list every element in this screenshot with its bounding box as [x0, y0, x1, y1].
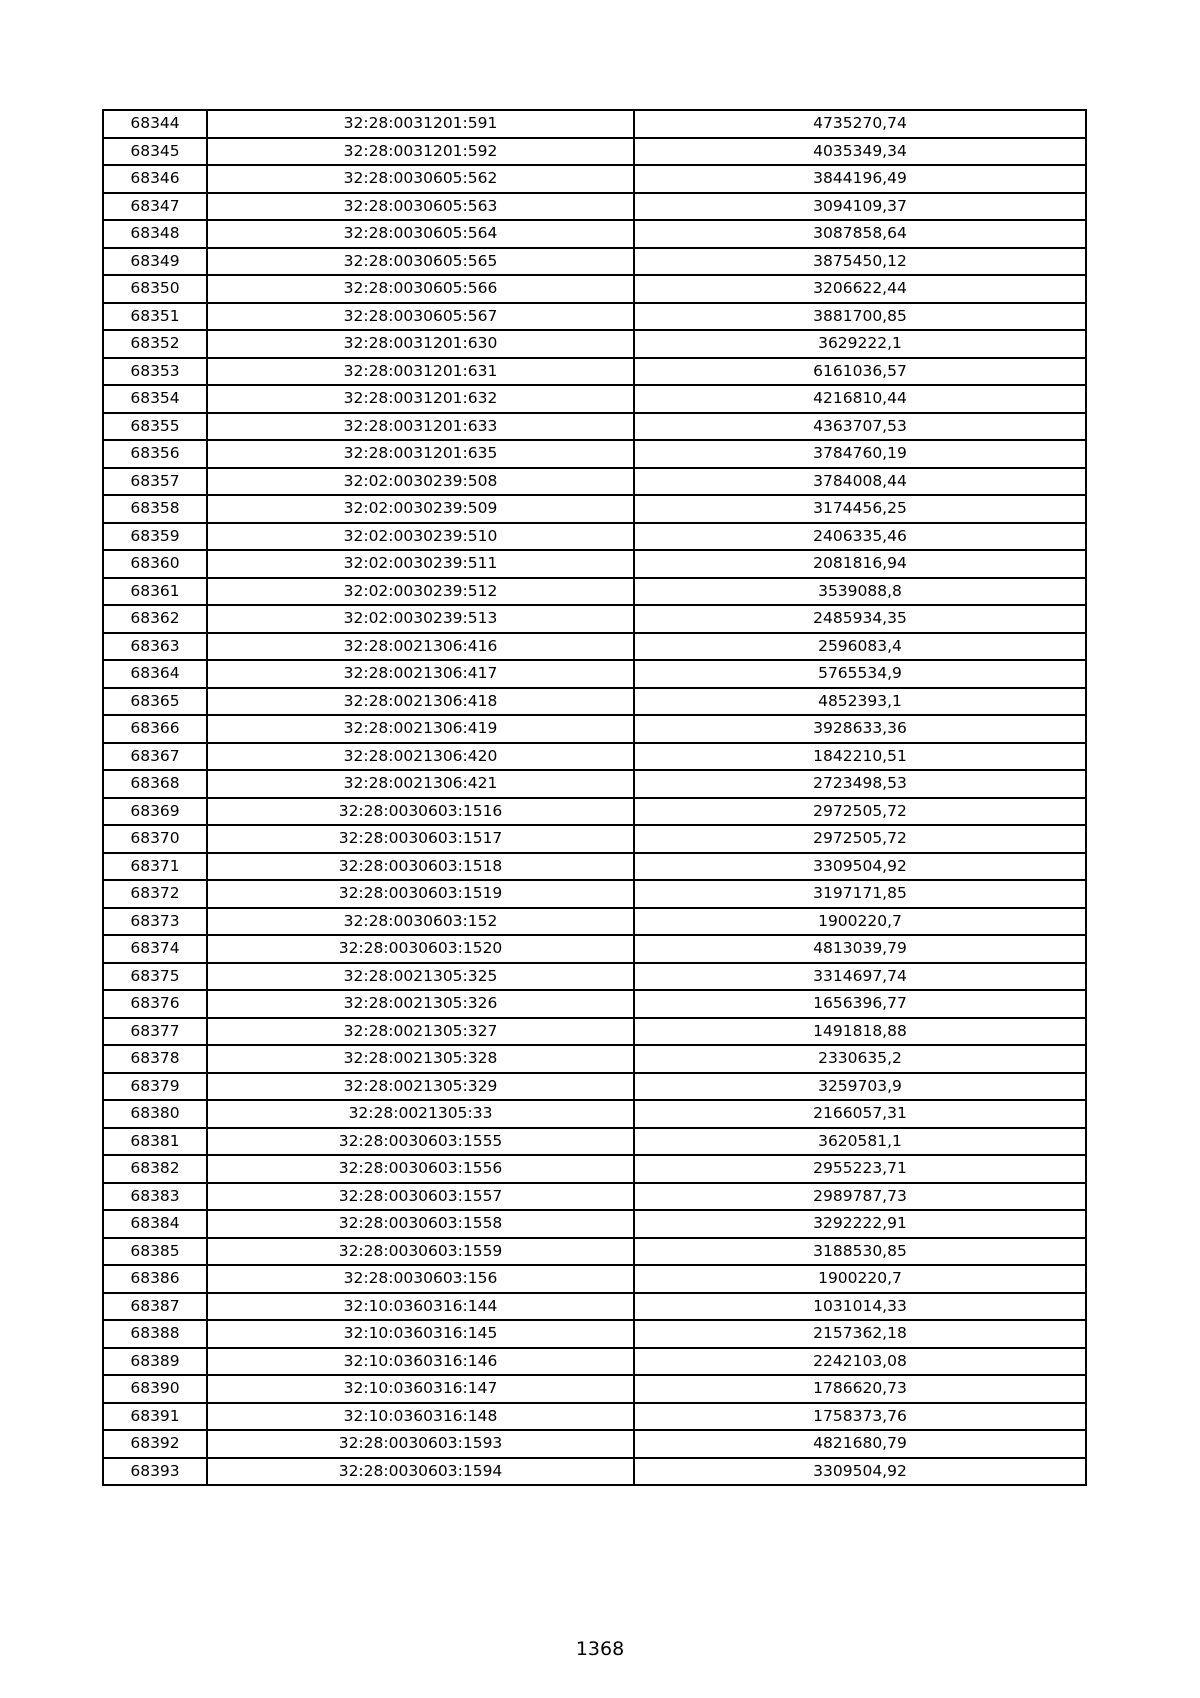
cadastral-value-cell: 3094109,37	[634, 193, 1086, 221]
cadastral-number-cell: 32:28:0030605:566	[207, 275, 634, 303]
row-number-cell: 68367	[103, 743, 207, 771]
row-number-cell: 68383	[103, 1183, 207, 1211]
row-number-cell: 68352	[103, 330, 207, 358]
cadastral-number-cell: 32:28:0021306:420	[207, 743, 634, 771]
cadastral-value-cell: 2330635,2	[634, 1045, 1086, 1073]
cadastral-value-cell: 2242103,08	[634, 1348, 1086, 1376]
cadastral-number-cell: 32:28:0030603:1555	[207, 1128, 634, 1156]
cadastral-number-cell: 32:28:0030603:1517	[207, 825, 634, 853]
row-number-cell: 68349	[103, 248, 207, 276]
cadastral-value-cell: 2081816,94	[634, 550, 1086, 578]
table-row	[103, 1403, 1086, 1431]
table-row	[103, 715, 1086, 743]
row-number-cell: 68373	[103, 908, 207, 936]
row-number-cell: 68375	[103, 963, 207, 991]
cadastral-number-cell: 32:28:0021305:328	[207, 1045, 634, 1073]
row-number-cell: 68380	[103, 1100, 207, 1128]
cadastral-value-cell: 4216810,44	[634, 385, 1086, 413]
row-number-cell: 68357	[103, 468, 207, 496]
cadastral-value-cell: 3620581,1	[634, 1128, 1086, 1156]
table-row	[103, 578, 1086, 606]
cadastral-number-cell: 32:28:0031201:631	[207, 358, 634, 386]
cadastral-value-cell: 4035349,34	[634, 138, 1086, 166]
cadastral-number-cell: 32:28:0030605:563	[207, 193, 634, 221]
cadastral-value-cell: 1842210,51	[634, 743, 1086, 771]
table-row	[103, 1045, 1086, 1073]
cadastral-value-cell: 3259703,9	[634, 1073, 1086, 1101]
cadastral-value-cell: 2955223,71	[634, 1155, 1086, 1183]
table-row	[103, 1183, 1086, 1211]
table-row	[103, 1073, 1086, 1101]
cadastral-value-cell: 3539088,8	[634, 578, 1086, 606]
cadastral-number-cell: 32:28:0030605:564	[207, 220, 634, 248]
cadastral-value-cell: 3784008,44	[634, 468, 1086, 496]
cadastral-number-cell: 32:02:0030239:513	[207, 605, 634, 633]
cadastral-value-cell: 2157362,18	[634, 1320, 1086, 1348]
cadastral-number-cell: 32:02:0030239:510	[207, 523, 634, 551]
table-row	[103, 248, 1086, 276]
cadastral-number-cell: 32:28:0021305:326	[207, 990, 634, 1018]
cadastral-value-cell: 3197171,85	[634, 880, 1086, 908]
table-row	[103, 495, 1086, 523]
table-row	[103, 743, 1086, 771]
cadastral-value-cell: 3844196,49	[634, 165, 1086, 193]
cadastral-number-cell: 32:28:0030603:1519	[207, 880, 634, 908]
cadastral-number-cell: 32:02:0030239:508	[207, 468, 634, 496]
cadastral-value-cell: 2485934,35	[634, 605, 1086, 633]
row-number-cell: 68344	[103, 110, 207, 138]
row-number-cell: 68350	[103, 275, 207, 303]
cadastral-number-cell: 32:28:0030603:1594	[207, 1458, 634, 1486]
row-number-cell: 68368	[103, 770, 207, 798]
table-row	[103, 1458, 1086, 1486]
table-row	[103, 413, 1086, 441]
table-row	[103, 688, 1086, 716]
cadastral-number-cell: 32:28:0030603:156	[207, 1265, 634, 1293]
cadastral-number-cell: 32:10:0360316:147	[207, 1375, 634, 1403]
table-row	[103, 138, 1086, 166]
cadastral-value-cell: 4821680,79	[634, 1430, 1086, 1458]
table-row	[103, 358, 1086, 386]
table-row	[103, 853, 1086, 881]
cadastral-number-cell: 32:10:0360316:144	[207, 1293, 634, 1321]
row-number-cell: 68379	[103, 1073, 207, 1101]
cadastral-value-cell: 2596083,4	[634, 633, 1086, 661]
cadastral-number-cell: 32:28:0030603:1557	[207, 1183, 634, 1211]
cadastral-number-cell: 32:28:0021306:416	[207, 633, 634, 661]
table-row	[103, 825, 1086, 853]
row-number-cell: 68369	[103, 798, 207, 826]
table-row	[103, 1018, 1086, 1046]
cadastral-number-cell: 32:28:0030603:1518	[207, 853, 634, 881]
cadastral-number-cell: 32:02:0030239:512	[207, 578, 634, 606]
cadastral-value-cell: 3881700,85	[634, 303, 1086, 331]
table-row	[103, 1293, 1086, 1321]
cadastral-value-cell: 2166057,31	[634, 1100, 1086, 1128]
row-number-cell: 68356	[103, 440, 207, 468]
cadastral-number-cell: 32:28:0031201:632	[207, 385, 634, 413]
cadastral-value-cell: 1758373,76	[634, 1403, 1086, 1431]
cadastral-value-cell: 4852393,1	[634, 688, 1086, 716]
row-number-cell: 68347	[103, 193, 207, 221]
cadastral-number-cell: 32:28:0021306:419	[207, 715, 634, 743]
table-row	[103, 963, 1086, 991]
row-number-cell: 68364	[103, 660, 207, 688]
table-row	[103, 908, 1086, 936]
cadastral-value-cell: 4735270,74	[634, 110, 1086, 138]
row-number-cell: 68385	[103, 1238, 207, 1266]
row-number-cell: 68372	[103, 880, 207, 908]
cadastral-number-cell: 32:02:0030239:511	[207, 550, 634, 578]
cadastral-value-cell: 2972505,72	[634, 798, 1086, 826]
table-row	[103, 110, 1086, 138]
cadastral-value-cell: 1031014,33	[634, 1293, 1086, 1321]
cadastral-value-cell: 3174456,25	[634, 495, 1086, 523]
cadastral-value-cell: 1900220,7	[634, 1265, 1086, 1293]
cadastral-number-cell: 32:28:0021306:417	[207, 660, 634, 688]
table-row	[103, 468, 1086, 496]
cadastral-number-cell: 32:28:0030603:1556	[207, 1155, 634, 1183]
cadastral-number-cell: 32:28:0030603:1559	[207, 1238, 634, 1266]
cadastral-number-cell: 32:28:0030603:1593	[207, 1430, 634, 1458]
cadastral-value-cell: 3292222,91	[634, 1210, 1086, 1238]
row-number-cell: 68392	[103, 1430, 207, 1458]
row-number-cell: 68389	[103, 1348, 207, 1376]
table-row	[103, 165, 1086, 193]
cadastral-value-cell: 5765534,9	[634, 660, 1086, 688]
table-row	[103, 330, 1086, 358]
table-body	[103, 110, 1086, 1485]
row-number-cell: 68359	[103, 523, 207, 551]
row-number-cell: 68376	[103, 990, 207, 1018]
table-row	[103, 385, 1086, 413]
cadastral-number-cell: 32:28:0021305:329	[207, 1073, 634, 1101]
row-number-cell: 68358	[103, 495, 207, 523]
table-row	[103, 1128, 1086, 1156]
row-number-cell: 68378	[103, 1045, 207, 1073]
row-number-cell: 68363	[103, 633, 207, 661]
table-row	[103, 1348, 1086, 1376]
cadastral-value-cell: 3928633,36	[634, 715, 1086, 743]
page-number: 1368	[575, 1638, 625, 1660]
cadastral-value-cell: 2406335,46	[634, 523, 1086, 551]
row-number-cell: 68360	[103, 550, 207, 578]
cadastral-number-cell: 32:28:0021305:327	[207, 1018, 634, 1046]
cadastral-value-cell: 1656396,77	[634, 990, 1086, 1018]
row-number-cell: 68346	[103, 165, 207, 193]
table-row	[103, 1265, 1086, 1293]
cadastral-value-cell: 4363707,53	[634, 413, 1086, 441]
row-number-cell: 68377	[103, 1018, 207, 1046]
row-number-cell: 68345	[103, 138, 207, 166]
row-number-cell: 68355	[103, 413, 207, 441]
cadastral-number-cell: 32:28:0030605:567	[207, 303, 634, 331]
cadastral-value-cell: 3784760,19	[634, 440, 1086, 468]
cadastral-value-cell: 1786620,73	[634, 1375, 1086, 1403]
cadastral-value-cell: 3188530,85	[634, 1238, 1086, 1266]
table-row	[103, 660, 1086, 688]
row-number-cell: 68366	[103, 715, 207, 743]
cadastral-value-table	[102, 109, 1087, 1486]
row-number-cell: 68384	[103, 1210, 207, 1238]
row-number-cell: 68361	[103, 578, 207, 606]
table-row	[103, 550, 1086, 578]
cadastral-number-cell: 32:28:0031201:592	[207, 138, 634, 166]
row-number-cell: 68370	[103, 825, 207, 853]
cadastral-number-cell: 32:28:0031201:633	[207, 413, 634, 441]
cadastral-value-cell: 6161036,57	[634, 358, 1086, 386]
row-number-cell: 68353	[103, 358, 207, 386]
cadastral-value-cell: 4813039,79	[634, 935, 1086, 963]
table-row	[103, 1155, 1086, 1183]
table-row	[103, 1100, 1086, 1128]
row-number-cell: 68354	[103, 385, 207, 413]
table-row	[103, 1375, 1086, 1403]
row-number-cell: 68382	[103, 1155, 207, 1183]
table-row	[103, 1320, 1086, 1348]
cadastral-number-cell: 32:28:0031201:635	[207, 440, 634, 468]
row-number-cell: 68386	[103, 1265, 207, 1293]
table-row	[103, 770, 1086, 798]
row-number-cell: 68393	[103, 1458, 207, 1486]
table-row	[103, 798, 1086, 826]
cadastral-value-cell: 2989787,73	[634, 1183, 1086, 1211]
cadastral-value-cell: 1900220,7	[634, 908, 1086, 936]
row-number-cell: 68391	[103, 1403, 207, 1431]
cadastral-number-cell: 32:28:0030603:1516	[207, 798, 634, 826]
cadastral-value-cell: 3309504,92	[634, 853, 1086, 881]
table-row	[103, 220, 1086, 248]
table-row	[103, 633, 1086, 661]
cadastral-number-cell: 32:10:0360316:146	[207, 1348, 634, 1376]
table-row	[103, 303, 1086, 331]
row-number-cell: 68365	[103, 688, 207, 716]
table-row	[103, 275, 1086, 303]
cadastral-number-cell: 32:28:0031201:591	[207, 110, 634, 138]
table-row	[103, 935, 1086, 963]
cadastral-number-cell: 32:28:0021306:421	[207, 770, 634, 798]
cadastral-value-cell: 3629222,1	[634, 330, 1086, 358]
cadastral-number-cell: 32:28:0031201:630	[207, 330, 634, 358]
row-number-cell: 68362	[103, 605, 207, 633]
cadastral-value-cell: 2972505,72	[634, 825, 1086, 853]
table-row	[103, 880, 1086, 908]
cadastral-number-cell: 32:28:0021306:418	[207, 688, 634, 716]
row-number-cell: 68348	[103, 220, 207, 248]
table-row	[103, 605, 1086, 633]
cadastral-value-cell: 3875450,12	[634, 248, 1086, 276]
cadastral-number-cell: 32:28:0030603:152	[207, 908, 634, 936]
row-number-cell: 68387	[103, 1293, 207, 1321]
table-row	[103, 1210, 1086, 1238]
cadastral-number-cell: 32:02:0030239:509	[207, 495, 634, 523]
table-row	[103, 1238, 1086, 1266]
table-row	[103, 1430, 1086, 1458]
cadastral-value-cell: 3206622,44	[634, 275, 1086, 303]
table-row	[103, 440, 1086, 468]
row-number-cell: 68381	[103, 1128, 207, 1156]
cadastral-value-cell: 3087858,64	[634, 220, 1086, 248]
cadastral-number-cell: 32:28:0030605:565	[207, 248, 634, 276]
table-row	[103, 523, 1086, 551]
cadastral-number-cell: 32:10:0360316:148	[207, 1403, 634, 1431]
row-number-cell: 68388	[103, 1320, 207, 1348]
cadastral-number-cell: 32:28:0030603:1558	[207, 1210, 634, 1238]
cadastral-value-cell: 2723498,53	[634, 770, 1086, 798]
cadastral-value-cell: 3314697,74	[634, 963, 1086, 991]
cadastral-number-cell: 32:28:0030603:1520	[207, 935, 634, 963]
table-row	[103, 193, 1086, 221]
cadastral-number-cell: 32:28:0030605:562	[207, 165, 634, 193]
cadastral-value-cell: 1491818,88	[634, 1018, 1086, 1046]
cadastral-number-cell: 32:28:0021305:33	[207, 1100, 634, 1128]
table-row	[103, 990, 1086, 1018]
row-number-cell: 68374	[103, 935, 207, 963]
cadastral-number-cell: 32:10:0360316:145	[207, 1320, 634, 1348]
row-number-cell: 68371	[103, 853, 207, 881]
row-number-cell: 68351	[103, 303, 207, 331]
cadastral-value-cell: 3309504,92	[634, 1458, 1086, 1486]
cadastral-number-cell: 32:28:0021305:325	[207, 963, 634, 991]
row-number-cell: 68390	[103, 1375, 207, 1403]
